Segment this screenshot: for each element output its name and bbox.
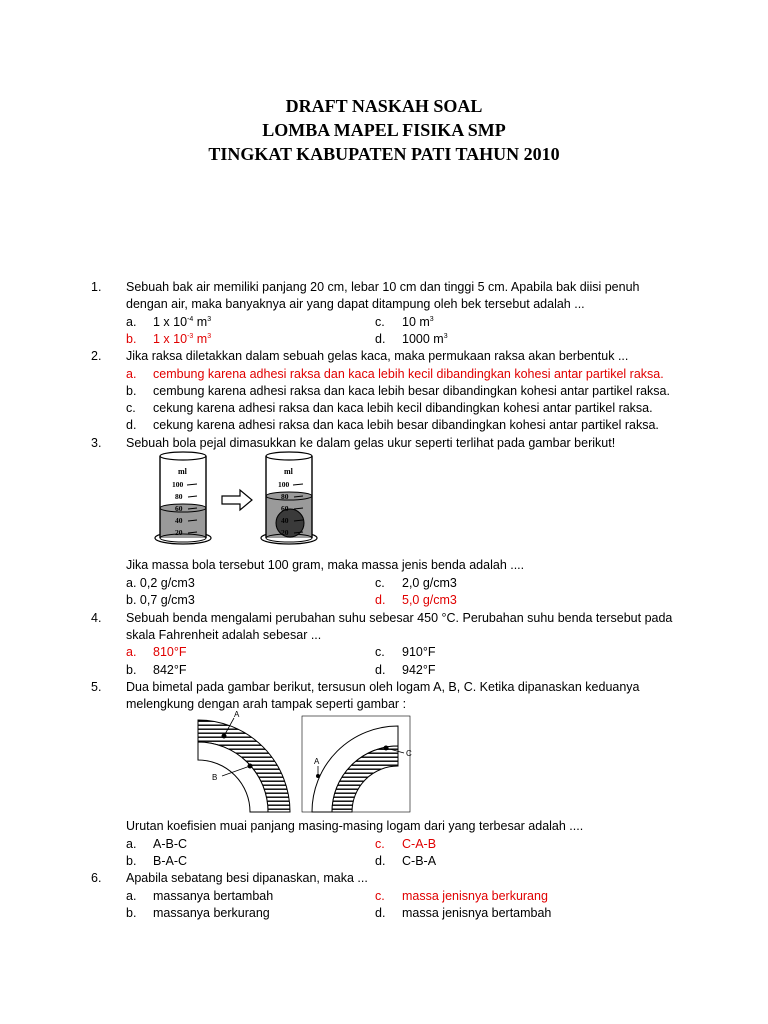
q5-number: 5. <box>91 680 102 694</box>
q2-option-a-letter: a. <box>126 367 137 381</box>
q1-option-b-letter: b. <box>126 332 137 346</box>
q5-option-a: A-B-C <box>153 837 188 851</box>
header-line-1: DRAFT NASKAH SOAL <box>285 96 483 116</box>
q2-option-d: cekung karena adhesi raksa dan kaca lebih besar dibandingkan kohesi antar partikel raksa. <box>153 418 659 432</box>
q6-option-b: massanya berkurang <box>153 906 270 920</box>
label-b-left: B <box>212 773 218 782</box>
measuring-cylinder-figure <box>150 450 350 550</box>
q5-text-1: Dua bimetal pada gambar berikut, tersusun oleh logam A, B, C. Ketika dipanaskan keduanya <box>126 680 640 694</box>
scale-label: 40 <box>175 516 183 525</box>
q5-option-b-letter: b. <box>126 854 137 868</box>
q1-option-d: 1000 $m^3$ <box>402 332 448 346</box>
q3-option-d: 5,0 g/cm3 <box>402 593 457 607</box>
q1-text-2: dengan air, maka banyaknya air yang dapat ditampung oleh bek tersebut adalah ... <box>126 297 585 311</box>
q3-option-d-letter: d. <box>375 593 386 607</box>
q6-option-a: massanya bertambah <box>153 889 274 903</box>
q4-option-b: 842°F <box>153 663 187 677</box>
q1-number: 1. <box>91 280 102 294</box>
q4-option-b-letter: b. <box>126 663 137 677</box>
q1-option-a-letter: a. <box>126 315 137 329</box>
q2-option-b: cembung karena adhesi raksa dan kaca lebih besar dibandingkan kohesi antar partikel raksa. <box>153 384 670 398</box>
cylinder-unit-label-left: ml <box>178 467 187 476</box>
scale-label: 80 <box>175 492 183 501</box>
q6-number: 6. <box>91 871 102 885</box>
q2-option-c: cekung karena adhesi raksa dan kaca lebih kecil dibandingkan kohesi antar partikel raksa. <box>153 401 653 415</box>
q2-option-d-letter: d. <box>126 418 137 432</box>
label-a-right: A <box>314 757 320 766</box>
q1-option-c-letter: c. <box>375 315 385 329</box>
q1-option-a: 1 x $10^{-4}$ $m^3$ <box>153 315 212 329</box>
cylinder-unit-label-right: ml <box>284 467 293 476</box>
q4-text-2: skala Fahrenheit adalah sebesar ... <box>126 628 322 642</box>
scale-label: 60 <box>175 504 183 513</box>
q4-option-d: 942°F <box>402 663 436 677</box>
q4-option-c: 910°F <box>402 645 436 659</box>
scale-label: 100 <box>172 480 184 489</box>
q1-option-b: 1 x $10^{-3}$ $m^3$ <box>153 332 212 346</box>
q4-text-1: Sebuah benda mengalami perubahan suhu sebesar 450 °C. Perubahan suhu benda tersebut pada <box>126 611 673 625</box>
scale-label: 40 <box>281 516 289 525</box>
label-c-right: C <box>406 749 412 758</box>
q6-option-a-letter: a. <box>126 889 137 903</box>
q5-text-3: Urutan koefisien muai panjang masing-masing logam dari yang terbesar adalah .... <box>126 819 584 833</box>
bimetal-strip-right <box>302 716 412 812</box>
cylinder-before <box>155 452 211 544</box>
q6-option-d-letter: d. <box>375 906 386 920</box>
arrow-icon <box>222 490 252 510</box>
q2-text: Jika raksa diletakkan dalam sebuah gelas kaca, maka permukaan raksa akan berbentuk ... <box>126 349 629 363</box>
q5-option-c: C-A-B <box>402 837 437 851</box>
q3-text-2: Jika massa bola tersebut 100 gram, maka massa jenis benda adalah .... <box>126 558 525 572</box>
q3-option-a: a. 0,2 g/cm3 <box>126 576 195 590</box>
q4-option-a-letter: a. <box>126 645 137 659</box>
q5-text-2: melengkung dengan arah tampak seperti gambar : <box>126 697 407 711</box>
q4-option-d-letter: d. <box>375 663 386 677</box>
q2-option-c-letter: c. <box>126 401 136 415</box>
q5-option-b: B-A-C <box>153 854 188 868</box>
q1-option-d-letter: d. <box>375 332 386 346</box>
q3-text: Sebuah bola pejal dimasukkan ke dalam gelas ukur seperti terlihat pada gambar berikut! <box>126 436 616 450</box>
q3-option-b: b. 0,7 g/cm3 <box>126 593 195 607</box>
q6-option-b-letter: b. <box>126 906 137 920</box>
q5-option-a-letter: a. <box>126 837 137 851</box>
label-a-left: A <box>234 710 240 719</box>
bimetal-strip-left <box>198 710 290 812</box>
q3-option-c: 2,0 g/cm3 <box>402 576 457 590</box>
header-line-2: LOMBA MAPEL FISIKA SMP <box>262 120 506 140</box>
scale-label: 80 <box>281 492 289 501</box>
q3-option-c-letter: c. <box>375 576 385 590</box>
q6-option-c-letter: c. <box>375 889 385 903</box>
q5-option-d: C-B-A <box>402 854 437 868</box>
q5-option-c-letter: c. <box>375 837 385 851</box>
q5-option-d-letter: d. <box>375 854 386 868</box>
q6-text: Apabila sebatang besi dipanaskan, maka ... <box>126 871 368 885</box>
q1-text-1: Sebuah bak air memiliki panjang 20 cm, lebar 10 cm dan tinggi 5 cm. Apabila bak diisi penuh <box>126 280 640 294</box>
q6-option-c: massa jenisnya berkurang <box>402 889 548 903</box>
scale-label: 20 <box>281 528 289 537</box>
scale-label: 60 <box>281 504 289 513</box>
q4-number: 4. <box>91 611 102 625</box>
bimetal-figure <box>190 708 420 818</box>
cylinder-after <box>261 452 317 544</box>
scale-label: 20 <box>175 528 183 537</box>
q2-number: 2. <box>91 349 102 363</box>
q4-option-c-letter: c. <box>375 645 385 659</box>
q6-option-d: massa jenisnya bertambah <box>402 906 552 920</box>
header-line-3: TINGKAT KABUPATEN PATI TAHUN 2010 <box>208 144 560 164</box>
q4-option-a: 810°F <box>153 645 187 659</box>
q2-option-b-letter: b. <box>126 384 137 398</box>
q2-option-a: cembung karena adhesi raksa dan kaca lebih kecil dibandingkan kohesi antar partikel raksa. <box>153 367 664 381</box>
q1-option-c: 10 $m^3$ <box>402 315 434 329</box>
q3-number: 3. <box>91 436 102 450</box>
scale-label: 100 <box>278 480 290 489</box>
